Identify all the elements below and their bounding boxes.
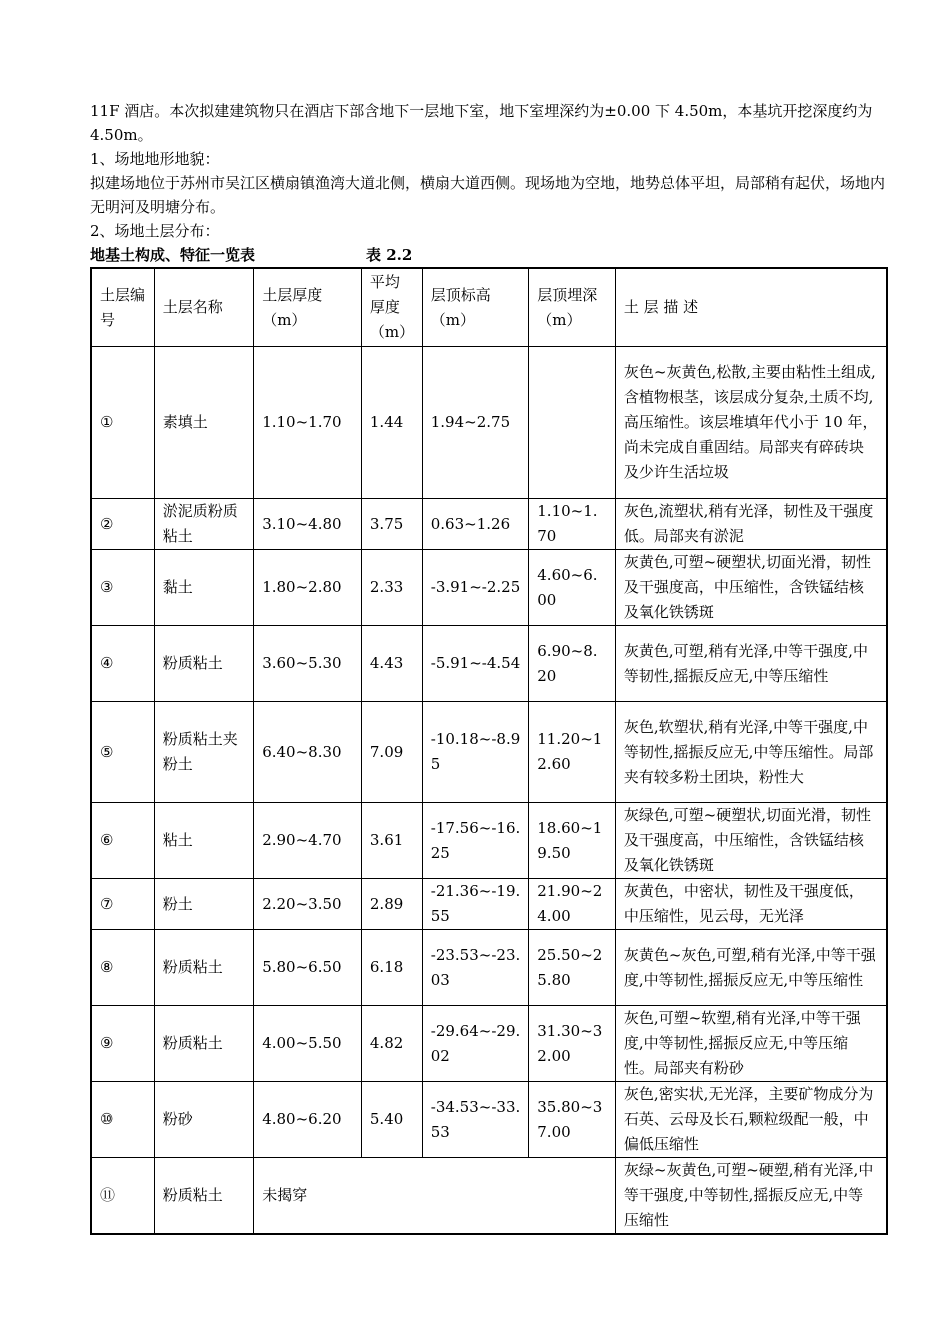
layer-no-cell: ① [91, 347, 154, 499]
layer-no-cell: ④ [91, 626, 154, 702]
layer-name-cell: 粘土 [154, 803, 254, 879]
description-cell: 灰色,软塑状,稍有光泽,中等干强度,中等韧性,摇振反应无,中等压缩性。局部夹有较多粉土团块，粉性大 [615, 702, 887, 803]
layer-name-cell: 粉质粘土 [154, 930, 254, 1006]
terrain-paragraph: 拟建场地位于苏州市吴江区横扇镇渔湾大道北侧，横扇大道西侧。现场地为空地，地势总体平坦，局部稍有起伏，场地内无明河及明塘分布。 [90, 174, 886, 216]
layer-no-cell: ② [91, 499, 154, 550]
avg-thickness-cell: 2.89 [361, 879, 422, 930]
description-cell: 灰黄色,可塑,稍有光泽,中等干强度,中等韧性,摇振反应无,中等压缩性 [615, 626, 887, 702]
top-elevation-cell: -21.36~-19.55 [422, 879, 529, 930]
avg-thickness-cell: 3.61 [361, 803, 422, 879]
description-cell: 灰色~灰黄色,松散,主要由粘性土组成,含植物根茎，该层成分复杂,土质不均,高压缩性。该层堆填年代小于 10 年，尚未完成自重固结。局部夹有碎砖块及少许生活垃圾 [615, 347, 887, 499]
soil-layer-table [90, 267, 888, 1235]
table-title: 地基土构成、特征一览表 [90, 246, 256, 264]
header-layer-no: 土层编号 [91, 268, 154, 347]
avg-thickness-cell: 4.82 [361, 1006, 422, 1082]
thickness-cell: 5.80~6.50 [254, 930, 362, 1006]
header-top-depth: 层顶埋深（m） [529, 268, 616, 347]
layer-name-cell: 粉质粘土 [154, 626, 254, 702]
layer-name-cell: 淤泥质粉质粘土 [154, 499, 254, 550]
top-depth-cell [529, 347, 616, 499]
description-cell: 灰黄色,可塑~硬塑状,切面光滑，韧性及干强度高，中压缩性，含铁锰结核及氧化铁锈斑 [615, 550, 887, 626]
layer-no-cell: ③ [91, 550, 154, 626]
description-cell: 灰黄色~灰色,可塑,稍有光泽,中等干强度,中等韧性,摇振反应无,中等压缩性 [615, 930, 887, 1006]
header-avg-thickness: 平均厚度（m） [361, 268, 422, 347]
top-depth-cell: 25.50~25.80 [529, 930, 616, 1006]
layer-name-cell: 粉土 [154, 879, 254, 930]
thickness-cell: 4.80~6.20 [254, 1082, 362, 1158]
top-depth-cell: 11.20~12.60 [529, 702, 616, 803]
layer-name-cell: 粉砂 [154, 1082, 254, 1158]
layer-no-cell: ⑦ [91, 879, 154, 930]
section-heading-terrain: 1、场地地形地貌： [90, 150, 220, 168]
top-elevation-cell: -34.53~-33.53 [422, 1082, 529, 1158]
top-depth-cell: 35.80~37.00 [529, 1082, 616, 1158]
top-depth-cell: 6.90~8.20 [529, 626, 616, 702]
top-depth-cell: 21.90~24.00 [529, 879, 616, 930]
table-row [91, 930, 887, 1006]
description-cell: 灰色,流塑状,稍有光泽，韧性及干强度低。局部夹有淤泥 [615, 499, 887, 550]
top-elevation-cell: -5.91~-4.54 [422, 626, 529, 702]
thickness-cell: 2.20~3.50 [254, 879, 362, 930]
avg-thickness-cell: 3.75 [361, 499, 422, 550]
top-depth-cell: 1.10~1.70 [529, 499, 616, 550]
layer-no-cell: ⑤ [91, 702, 154, 803]
top-elevation-cell: -3.91~-2.25 [422, 550, 529, 626]
table-row [91, 347, 887, 499]
layer-name-cell: 粉质粘土 [154, 1006, 254, 1082]
layer-no-cell: ⑪ [91, 1158, 154, 1235]
layer-no-cell: ⑧ [91, 930, 154, 1006]
avg-thickness-cell: 6.18 [361, 930, 422, 1006]
description-cell: 灰绿色,可塑~硬塑状,切面光滑，韧性及干强度高，中压缩性，含铁锰结核及氧化铁锈斑 [615, 803, 887, 879]
top-elevation-cell: 1.94~2.75 [422, 347, 529, 499]
thickness-cell: 3.10~4.80 [254, 499, 362, 550]
table-number: 表 2.2 [366, 246, 413, 264]
layer-no-cell: ⑨ [91, 1006, 154, 1082]
table-body [91, 347, 887, 1235]
table-row [91, 803, 887, 879]
top-elevation-cell: -29.64~-29.02 [422, 1006, 529, 1082]
avg-thickness-cell: 7.09 [361, 702, 422, 803]
thickness-cell: 1.10~1.70 [254, 347, 362, 499]
thickness-cell: 1.80~2.80 [254, 550, 362, 626]
table-row [91, 550, 887, 626]
top-depth-cell: 31.30~32.00 [529, 1006, 616, 1082]
table-row [91, 499, 887, 550]
thickness-cell: 6.40~8.30 [254, 702, 362, 803]
top-depth-cell: 18.60~19.50 [529, 803, 616, 879]
layer-no-cell: ⑩ [91, 1082, 154, 1158]
top-depth-cell: 4.60~6.00 [529, 550, 616, 626]
unpenetrated-note-cell: 未揭穿 [254, 1158, 616, 1235]
table-caption [90, 243, 890, 267]
header-description: 土 层 描 述 [615, 268, 887, 347]
top-elevation-cell: 0.63~1.26 [422, 499, 529, 550]
top-elevation-cell: -17.56~-16.25 [422, 803, 529, 879]
thickness-cell: 3.60~5.30 [254, 626, 362, 702]
table-header-row [91, 268, 887, 347]
intro-paragraph: 11F 酒店。本次拟建建筑物只在酒店下部含地下一层地下室，地下室埋深约为±0.00 下 4.50m，本基坑开挖深度约为 4.50m。 [90, 102, 873, 144]
table-row [91, 1082, 887, 1158]
avg-thickness-cell: 4.43 [361, 626, 422, 702]
layer-name-cell: 黏土 [154, 550, 254, 626]
description-cell: 灰色,密实状,无光泽，主要矿物成分为石英、云母及长石,颗粒级配一般，中偏低压缩性 [615, 1082, 887, 1158]
table-row [91, 1006, 887, 1082]
section-heading-strata: 2、场地土层分布： [90, 222, 220, 240]
avg-thickness-cell: 1.44 [361, 347, 422, 499]
document-page [90, 99, 890, 1235]
table-row-last [91, 1158, 887, 1235]
header-thickness: 土层厚度（m） [254, 268, 362, 347]
top-elevation-cell: -10.18~-8.95 [422, 702, 529, 803]
layer-name-cell: 粉质粘土夹粉土 [154, 702, 254, 803]
thickness-cell: 4.00~5.50 [254, 1006, 362, 1082]
layer-name-cell: 素填土 [154, 347, 254, 499]
table-row [91, 626, 887, 702]
description-cell: 灰黄色，中密状，韧性及干强度低，中压缩性，见云母，无光泽 [615, 879, 887, 930]
table-row [91, 879, 887, 930]
header-layer-name: 土层名称 [154, 268, 254, 347]
avg-thickness-cell: 5.40 [361, 1082, 422, 1158]
layer-name-cell: 粉质粘土 [154, 1158, 254, 1235]
thickness-cell: 2.90~4.70 [254, 803, 362, 879]
description-cell: 灰绿~灰黄色,可塑~硬塑,稍有光泽,中等干强度,中等韧性,摇振反应无,中等压缩性 [615, 1158, 887, 1235]
top-elevation-cell: -23.53~-23.03 [422, 930, 529, 1006]
header-top-elevation: 层顶标高（m） [422, 268, 529, 347]
avg-thickness-cell: 2.33 [361, 550, 422, 626]
layer-no-cell: ⑥ [91, 803, 154, 879]
description-cell: 灰色,可塑~软塑,稍有光泽,中等干强度,中等韧性,摇振反应无,中等压缩性。局部夹有粉砂 [615, 1006, 887, 1082]
table-row [91, 702, 887, 803]
